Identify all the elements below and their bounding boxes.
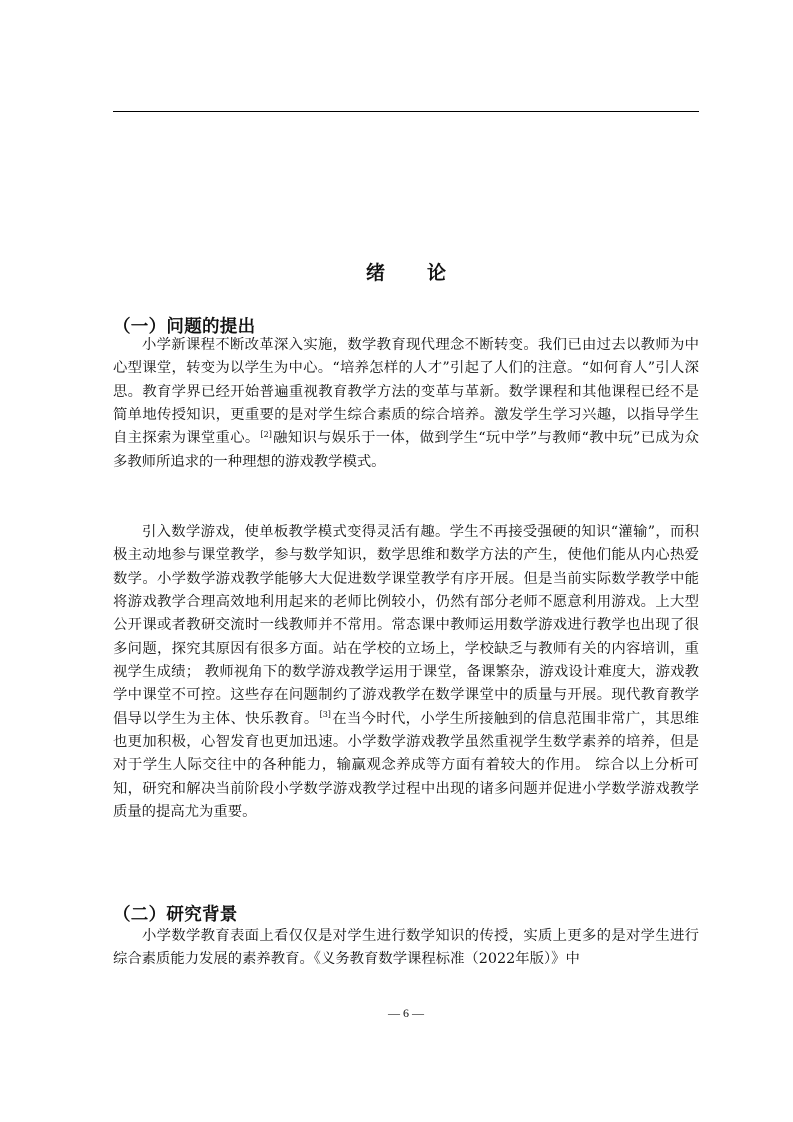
section-heading-problem: （一）问题的提出 xyxy=(113,317,256,337)
section-heading-background: （二）研究背景 xyxy=(113,905,238,925)
paragraph-problem-1 xyxy=(113,334,699,474)
paragraph-text: 融知识与娱乐于一体，做到学生“玩中学”与教师“教中玩”已成为众多教师所追求的一种理想的游戏教学模式。 xyxy=(113,430,699,470)
chapter-title: 绪论 xyxy=(365,262,488,284)
paragraph-text: 在当今时代，小学生所接触到的信息范围非常广，其思维也更加积极，心智发育也更加迅速。小学数学游戏教学虽然重视学生数学素养的培养，但是对于学生人际交往中的各种能力，输赢观念养成等方面有着较大的作用。 综合以上分析可知，研究和解决当前阶段小学数学游戏教学过程中出现的诸多问题并促进小学数学游戏教学质量的提高尤为重要。 xyxy=(113,710,700,821)
paragraph-background-1: 小学数学教育表面上看仅仅是对学生进行数学知识的传授，实质上更多的是对学生进行综合素质能力发展的素养教育。《义务教育数学课程标准（2022年版）》中 xyxy=(113,928,699,968)
citation-2: [2] xyxy=(260,429,272,439)
citation-3: [3] xyxy=(319,709,331,719)
page-number: — 6 — xyxy=(388,1006,424,1020)
paragraph-text: 小学新课程不断改革深入实施，数学教育现代理念不断转变。我们已由过去以教师为中心型课堂，转变为以学生为中心。“培养怎样的人才”引起了人们的注意。“如何育人”引人深思。教育学界已经开始普遍重视教育教学方法的变革与革新。数学课程和其他课程已经不是简单地传授知识，更重要的是对学生综合素质的综合培养。激发学生学习兴趣，以指导学生自主探索为课堂重心。 xyxy=(113,337,699,447)
header-rule xyxy=(113,111,699,112)
paragraph-text: 引入数学游戏，使单板教学模式变得灵活有趣。学生不再接受强硬的知识“灌输”，而积极主动地参与课堂教学，参与数学知识，数学思维和数学方法的产生，使他们能从内心热爱数学。小学数学游戏教学能够大大促进数学课堂教学有序开展。但是当前实际数学教学中能将游戏教学合理高效地利用起来的老师比例较小，仍然有部分老师不愿意利用游戏。上大型公开课或者教研交流时一线教师并不常用。常态课中教师运用数学游戏进行教学也出现了很多问题，探究其原因有很多方面。站在学校的立场上，学校缺乏与教师有关的内容培训，重视学生成绩； 教师视角下的数学游戏教学运用于课堂，备课繁杂，游戏设计难度大，游戏教学中课堂不可控。这些存在问题制约了游戏教学在数学课堂中的质量与开展。现代教育教学倡导以学生为主体、快乐教育。 xyxy=(113,524,699,727)
paragraph-problem-2 xyxy=(113,521,699,824)
